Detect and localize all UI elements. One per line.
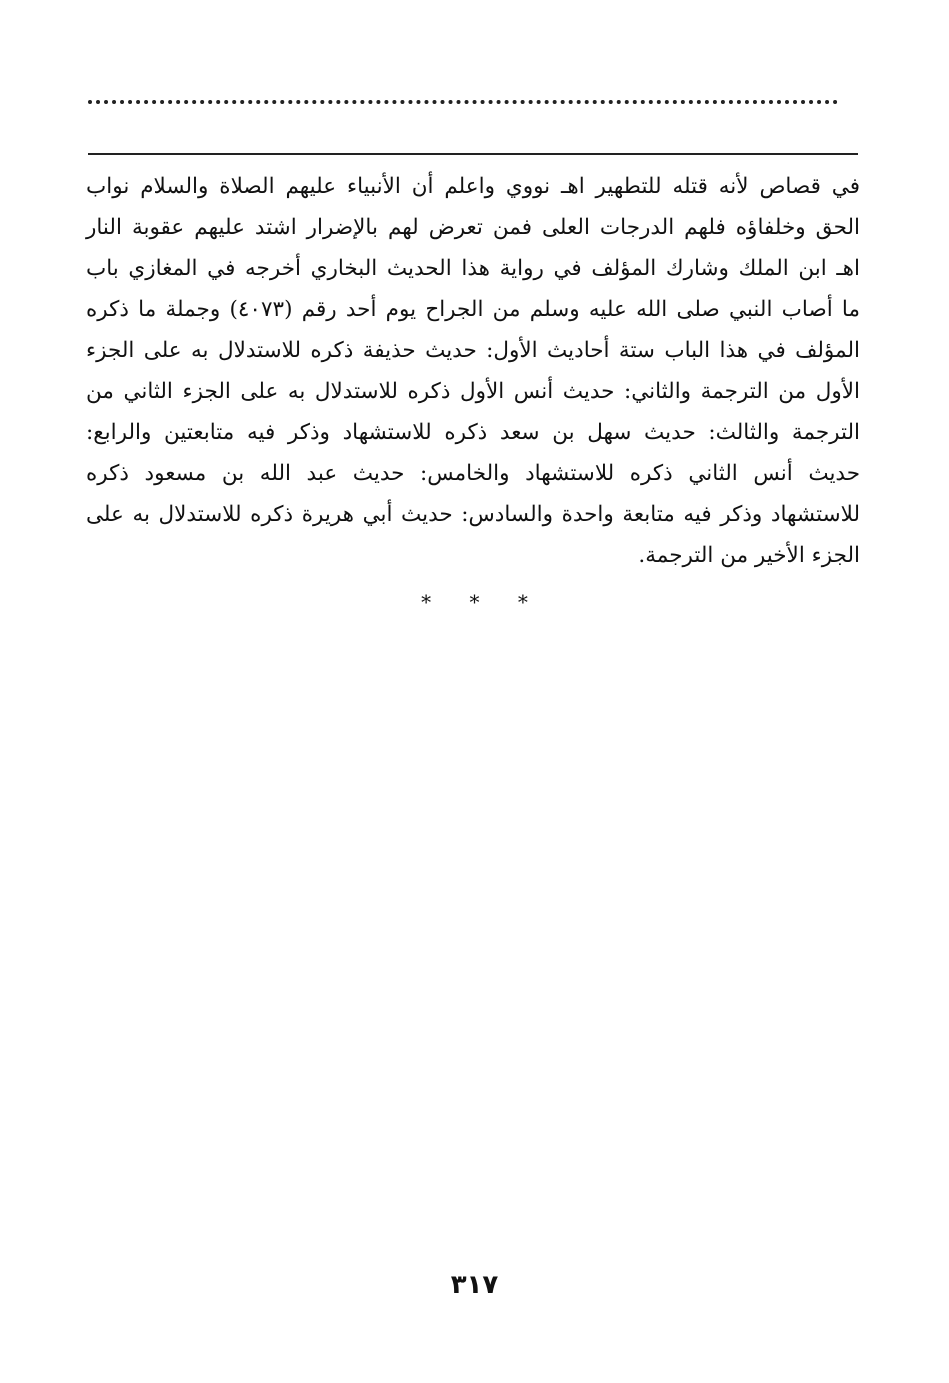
page-number: ٣١٧ [450,1270,499,1300]
asterisk-icon: * [421,590,432,614]
text-line-5: المؤلف في هذا الباب ستة أحاديث الأول: حديث حذيفة ذكره للاستدلال به على الجزء [86,338,860,363]
asterisk-icon: * [517,590,528,614]
section-end-ornament [0,590,949,614]
text-line-4: ما أصاب النبي صلى الله عليه وسلم من الجراح يوم أحد رقم (٤٠٧٣) وجملة ما ذكره [86,297,860,322]
asterisk-icon: * [469,590,480,614]
text-line-9: للاستشهاد وذكر فيه متابعة واحدة والسادس: حديث أبي هريرة ذكره للاستدلال به على [86,502,860,527]
footnote-separator-line [88,153,858,155]
text-line-8: حديث أنس الثاني ذكره للاستشهاد والخامس: حديث عبد الله بن مسعود ذكره [86,461,860,486]
dotted-separator [88,100,838,104]
text-line-7: الترجمة والثالث: حديث سهل بن سعد ذكره للاستشهاد وذكر فيه متابعتين والرابع: [86,420,860,445]
text-line-2: الحق وخلفاؤه فلهم الدرجات العلى فمن تعرض لهم بالإضرار اشتد عليهم عقوبة النار [86,215,860,240]
body-paragraph [86,166,860,576]
text-line-1: في قصاص لأنه قتله للتطهير اهـ نووي واعلم أن الأنبياء عليهم الصلاة والسلام نواب [86,174,860,199]
text-line-6: الأول من الترجمة والثاني: حديث أنس الأول ذكره للاستدلال به على الجزء الثاني من [86,379,860,404]
text-line-10: الجزء الأخير من الترجمة. [638,543,860,568]
text-line-3: اهـ ابن الملك وشارك المؤلف في رواية هذا الحديث البخاري أخرجه في المغازي باب [86,256,860,281]
